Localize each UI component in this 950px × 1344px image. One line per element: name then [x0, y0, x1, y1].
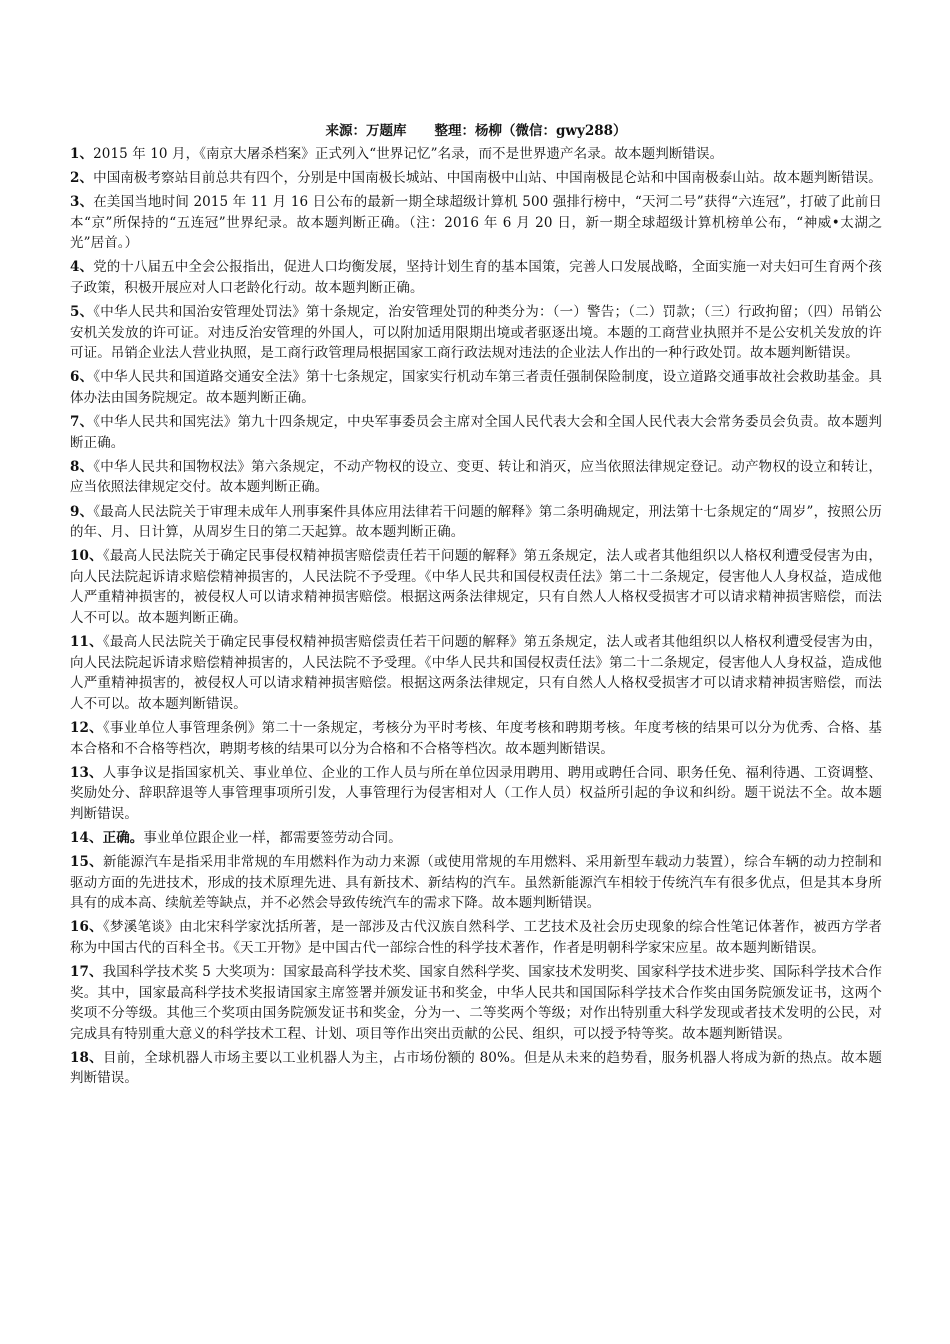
answer-number: 8、	[70, 458, 94, 475]
answer-number: 12、	[70, 719, 103, 736]
document-header	[70, 121, 882, 141]
answer-text: 中国南极考察站目前总共有四个，分别是中国南极长城站、中国南极中山站、中国南极昆仑站和中国南极泰山站。故本题判断错误。	[93, 170, 882, 187]
answer-item	[70, 917, 882, 958]
answer-item	[70, 367, 882, 408]
answer-item	[70, 852, 882, 914]
answer-number: 15、	[70, 854, 103, 870]
answer-item	[70, 168, 882, 189]
answer-verdict: 正确。	[102, 829, 144, 846]
answer-item	[70, 502, 882, 543]
answer-number: 7、	[70, 414, 94, 431]
answer-item	[70, 1048, 882, 1089]
answer-number: 1、	[70, 146, 94, 162]
answer-item	[70, 763, 882, 825]
document-page	[70, 121, 882, 1093]
answer-text: 我国科学技术奖 5 大奖项为：国家最高科学技术奖、国家自然科学奖、国家技术发明奖、国家科学技术进步奖、国际科学技术合作奖。其中，国家最高科学技术奖报请国家主席签署并颁发证书和奖金，中华人民共和国国际科学技术合作奖由国务院颁发证书，这两个奖项不分等级。其他三个奖项由国务院颁发证书和奖金，分为一、二等奖两个等级；对作出特别重大科学发现或者技术发明的公民，对完成具有特别重大意义的科学技术工程、计划、项目等作出突出贡献的公民、组织，可以授予特等奖。故本题判断错误。	[70, 963, 882, 1042]
answer-text: 事业单位跟企业一样，都需要签劳动合同。	[143, 829, 402, 846]
answer-number: 9、	[70, 503, 94, 520]
answer-text: 《中华人民共和国宪法》第九十四条规定，中央军事委员会主席对全国人民代表大会和全国人民代表大会常务委员会负责。故本题判断正确。	[70, 414, 882, 451]
answer-item	[70, 192, 882, 254]
answer-item	[70, 144, 882, 165]
answer-text: 人事争议是指国家机关、事业单位、企业的工作人员与所在单位因录用聘用、聘用或聘任合同、职务任免、福利待遇、工资调整、奖励处分、辞职辞退等人事管理事项所引发，人事管理行为侵害相对人（工作人员）权益所引起的争议和纠纷。题干说法不全。故本题判断错误。	[70, 764, 882, 822]
answer-item	[70, 412, 882, 453]
answer-item	[70, 457, 882, 498]
answer-item	[70, 546, 882, 628]
answer-number: 13、	[70, 764, 103, 781]
answer-text: 新能源汽车是指采用非常规的车用燃料作为动力来源（或使用常规的车用燃料、采用新型车载动力装置），综合车辆的动力控制和驱动方面的先进技术，形成的技术原理先进、具有新技术、新结构的汽车。虽然新能源汽车相较于传统汽车有很多优点，但是其本身所具有的成本高、续航差等缺点，并不必然会导致传统汽车的需求下降。故本题判断错误。	[70, 854, 882, 912]
editor-label: 整理：杨柳（微信：gwy288）	[434, 123, 627, 139]
answer-text: 《中华人民共和国道路交通安全法》第十七条规定，国家实行机动车第三者责任强制保险制度，设立道路交通事故社会救助基金。具体办法由国务院规定。故本题判断正确。	[70, 369, 882, 407]
answer-number: 5、	[70, 304, 94, 321]
answer-number: 17、	[70, 963, 103, 980]
answer-item	[70, 257, 882, 298]
answer-item	[70, 718, 882, 759]
answer-list	[70, 144, 882, 1089]
answer-text: 《中华人民共和国治安管理处罚法》第十条规定，治安管理处罚的种类分为：（一）警告；（二）罚款；（三）行政拘留；（四）吊销公安机关发放的许可证。对违反治安管理的外国人，可以附加适用限期出境或者驱逐出境。本题的工商营业执照并不是公安机关发放的许可证。吊销企业法人营业执照，是工商行政管理局根据国家工商行政法规对违法的企业法人作出的一种行政处罚。故本题判断错误。	[70, 304, 882, 362]
answer-item	[70, 828, 882, 849]
answer-text: 《最高人民法院关于确定民事侵权精神损害赔偿责任若干问题的解释》第五条规定，法人或者其他组织以人格权利遭受侵害为由，向人民法院起诉请求赔偿精神损害的，人民法院不予受理。《中华人民共和国侵权责任法》第二十二条规定，侵害他人人身权益，造成他人严重精神损害的，被侵权人可以请求精神损害赔偿。根据这两条法律规定，只有自然人人格权受损害才可以请求精神损害赔偿，而法人不可以。故本题判断正确。	[70, 548, 882, 626]
answer-number: 14、	[70, 829, 103, 846]
answer-text: 党的十八届五中全会公报指出，促进人口均衡发展，坚持计划生育的基本国策，完善人口发展战略，全面实施一对夫妇可生育两个孩子政策，积极开展应对人口老龄化行动。故本题判断正确。	[70, 259, 882, 297]
answer-number: 11、	[70, 634, 103, 651]
answer-text: 《最高人民法院关于确定民事侵权精神损害赔偿责任若干问题的解释》第五条规定，法人或者其他组织以人格权利遭受侵害为由，向人民法院起诉请求赔偿精神损害的，人民法院不予受理。《中华人民共和国侵权责任法》第二十二条规定，侵害他人人身权益，造成他人严重精神损害的，被侵权人可以请求精神损害赔偿。根据这两条法律规定，只有自然人人格权受损害才可以请求精神损害赔偿，而法人不可以。故本题判断错误。	[70, 634, 882, 712]
answer-number: 2、	[70, 170, 94, 187]
answer-item	[70, 302, 882, 364]
answer-item	[70, 962, 882, 1044]
answer-text: 在美国当地时间 2015 年 11 月 16 日公布的最新一期全球超级计算机 500 强排行榜中，“天河二号”获得“六连冠”，打破了此前日本“京”所保持的“五连冠”世界纪录。故本题判断正确。（注：2016 年 6 月 20 日，新一期全球超级计算机榜单公布，“神威•太湖之光”居首。）	[70, 194, 882, 252]
answer-text: 目前，全球机器人市场主要以工业机器人为主，占市场份额的 80%。但是从未来的趋势看，服务机器人将成为新的热点。故本题判断错误。	[70, 1049, 882, 1087]
answer-text: 2015 年 10 月，《南京大屠杀档案》正式列入“世界记忆”名录，而不是世界遗产名录。故本题判断错误。	[93, 146, 724, 162]
answer-text: 《事业单位人事管理条例》第二十一条规定，考核分为平时考核、年度考核和聘期考核。年度考核的结果可以分为优秀、合格、基本合格和不合格等档次，聘期考核的结果可以分为合格和不合格等档次。故本题判断错误。	[70, 719, 882, 757]
answer-number: 16、	[70, 919, 103, 936]
answer-number: 3、	[70, 194, 94, 211]
answer-text: 《最高人民法院关于审理未成年人刑事案件具体应用法律若干问题的解释》第二条明确规定，刑法第十七条规定的“周岁”，按照公历的年、月、日计算，从周岁生日的第二天起算。故本题判断正确。	[70, 503, 883, 541]
answer-number: 4、	[70, 259, 94, 276]
answer-number: 6、	[70, 369, 94, 386]
answer-item	[70, 632, 882, 714]
source-label: 来源：万题库	[325, 123, 407, 139]
answer-text: 《梦溪笔谈》由北宋科学家沈括所著，是一部涉及古代汉族自然科学、工艺技术及社会历史现象的综合性笔记体著作，被西方学者称为中国古代的百科全书。《天工开物》是中国古代一部综合性的科学技术著作，作者是明朝科学家宋应星。故本题判断错误。	[70, 919, 882, 956]
answer-number: 18、	[70, 1049, 103, 1066]
answer-text: 《中华人民共和国物权法》第六条规定，不动产物权的设立、变更、转让和消灭，应当依照法律规定登记。动产物权的设立和转让，应当依照法律规定交付。故本题判断正确。	[70, 458, 882, 496]
answer-number: 10、	[70, 548, 103, 565]
